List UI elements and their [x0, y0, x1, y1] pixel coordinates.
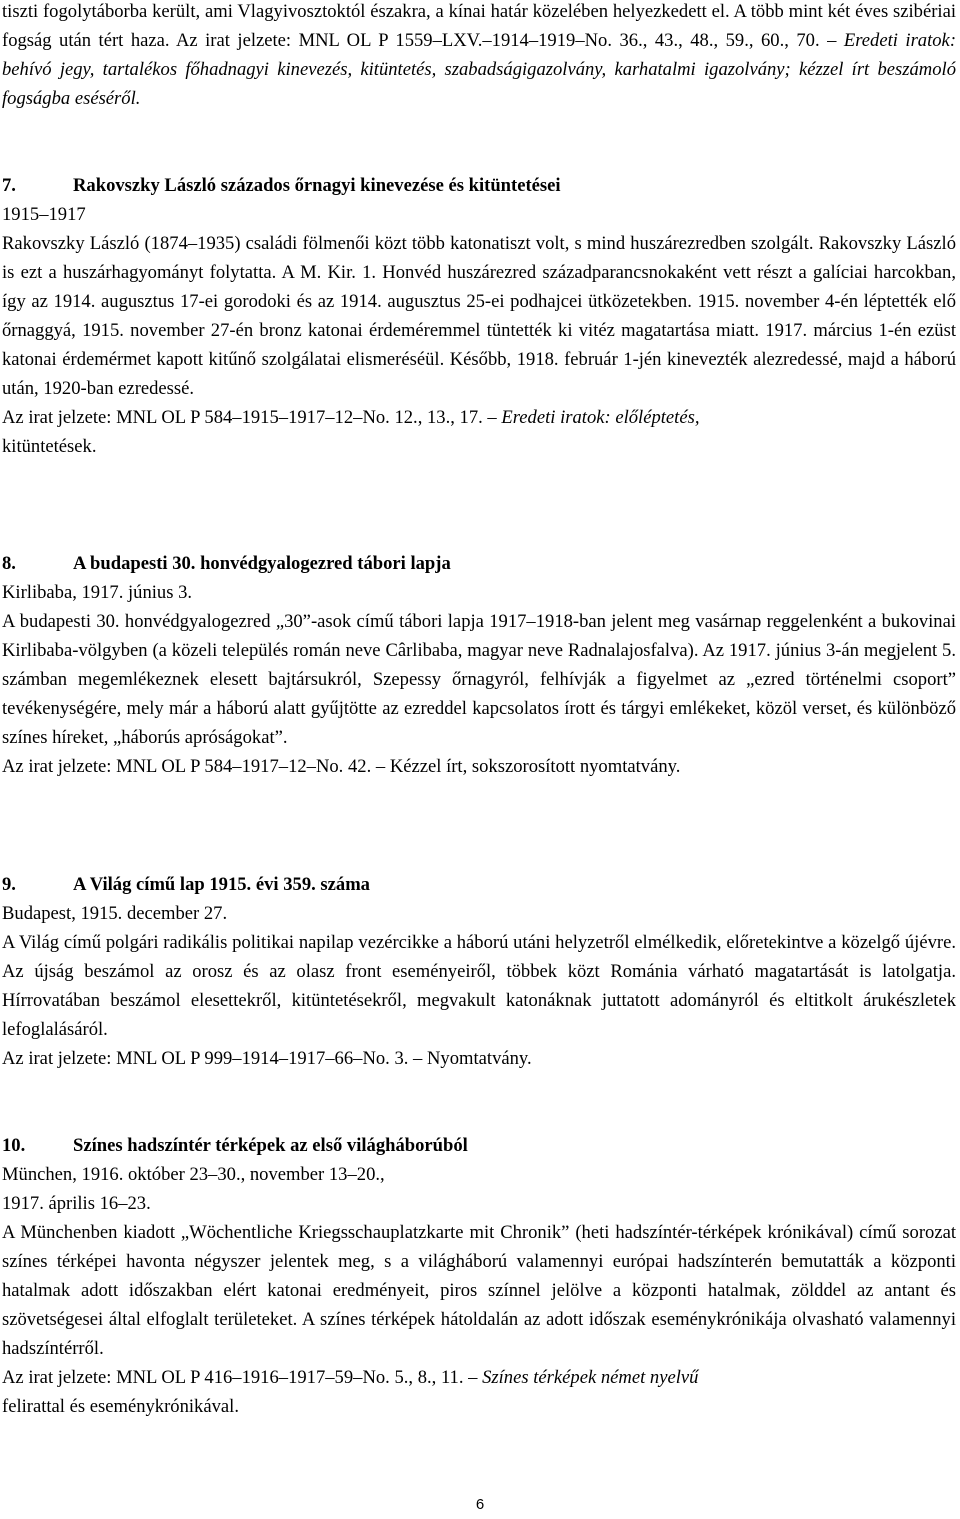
- section-reference: Az irat jelzete: MNL OL P 999–1914–1917–66–No. 3. – Nyomtatvány.: [2, 1048, 532, 1069]
- section-heading: [2, 549, 956, 578]
- section-title: A budapesti 30. honvédgyalogezred tábori lapja: [73, 553, 451, 574]
- reference-tail: felirattal és eseménykrónikával.: [2, 1396, 239, 1417]
- section-reference: [2, 403, 956, 432]
- section-title: A Világ című lap 1915. évi 359. száma: [73, 874, 370, 895]
- section-10: [2, 1131, 956, 1421]
- reference-original-documents: Eredeti iratok: előléptetés,: [501, 407, 700, 428]
- reference-tail: kitüntetések.: [2, 436, 97, 457]
- section-body: A budapesti 30. honvédgyalogezred „30”-asok című tábori lapja 1917–1918-ban jelent meg vasárnap reggelenként a bukovinai Kirlibaba-völgyben (a közeli település román neve Cârlibaba, magyar neve Radnalajosfalva). Az 1917. június 3-án megjelent 5. számban megemlékeznek elesett bajtársukról, Szepessy őrnagyról, felhívják a figyelmet az „ezred történelmi csoport” tevékenységére, mely már a háború alatt gyűjtötte az ezreddel kapcsolatos írott és tárgyi emlékeket, közöl verset, és különböző színes híreket, „háborús apróságokat”.: [2, 611, 956, 748]
- section-date-line-2: 1917. április 16–23.: [2, 1193, 151, 1214]
- section-heading: [2, 1131, 956, 1160]
- section-number: 7.: [2, 175, 16, 196]
- section-number: 10.: [2, 1135, 26, 1156]
- section-body: A Münchenben kiadott „Wöchentliche Kriegsschauplatzkarte mit Chronik” (heti hadszíntér-térképek krónikával) című sorozat színes térképei havonta négyszer jelentek meg, s a világháború valamennyi európai hadszínterén bemutatták a központi hatalmak adott időszakban elért katonai eredményeit, piros színnel jelölve a központi hatalmak, zölddel az antant és szövetségesei által elfoglalt területeket. A színes térképek hátoldalán az adott időszak eseménykrónikája olvasható valamennyi hadszíntérről.: [2, 1222, 956, 1359]
- section-8: [2, 549, 956, 781]
- section-heading: [2, 870, 956, 899]
- section-date: 1915–1917: [2, 204, 86, 225]
- section-number: 9.: [2, 874, 16, 895]
- reference-text: Az irat jelzete: MNL OL P 416–1916–1917–59–No. 5., 8., 11. –: [2, 1367, 483, 1388]
- section-7: [2, 171, 956, 461]
- section-body: A Világ című polgári radikális politikai napilap vezércikke a háború utáni helyzetről elmélkedik, előretekintve a közelgő újévre. Az újság beszámol az orosz és az olasz front eseményeiről, többek közt Románia várható magatartását is latolgatja. Hírrovatában beszámol elesettekről, kitüntetésekről, megvakult katonáknak juttatott adományról és eltitkolt árukészletek lefoglalásáról.: [2, 932, 956, 1040]
- section-date: Budapest, 1915. december 27.: [2, 903, 228, 924]
- intro-paragraph: [2, 0, 956, 113]
- section-date-line-1: München, 1916. október 23–30., november 13–20.,: [2, 1164, 385, 1185]
- section-title: Színes hadszíntér térképek az első világháborúból: [73, 1135, 468, 1156]
- reference-text: Az irat jelzete: MNL OL P 584–1915–1917–12–No. 12., 13., 17. –: [2, 407, 502, 428]
- intro-original-documents: Eredeti iratok: behívó jegy, tartalékos főhadnagyi kinevezés, kitüntetés, szabadságigazolvány, karhatalmi igazolvány; kézzel írt beszámoló fogságba eséséről.: [2, 30, 957, 109]
- intro-text: tiszti fogolytáborba került, ami Vlagyivosztoktól északra, a kínai határ közelében helyezkedett el. A több mint két éves szibériai fogság után tért haza. Az irat jelzete: MNL OL P 1559–LXV.–1914–1919–No. 36., 43., 48., 59., 60., 70. –: [2, 1, 956, 51]
- section-reference: Az irat jelzete: MNL OL P 584–1917–12–No. 42. – Kézzel írt, sokszorosított nyomtatvány.: [2, 756, 681, 777]
- section-date: Kirlibaba, 1917. június 3.: [2, 582, 193, 603]
- page-number: 6: [475, 1496, 485, 1513]
- section-title: Rakovszky László százados őrnagyi kinevezése és kitüntetései: [73, 175, 561, 196]
- reference-original-documents: Színes térképek német nyelvű: [482, 1367, 699, 1388]
- section-body: Rakovszky László (1874–1935) családi fölmenői közt több katonatiszt volt, s mind huszárezredben szolgált. Rakovszky László is ezt a huszárhagyományt folytatta. A M. Kir. 1. Honvéd huszárezred századparancsnokaként vett részt a galíciai harcokban, így az 1914. augusztus 17-ei gorodoki és az 1914. augusztus 25-ei podhajcei ütközetekben. 1915. november 4-én léptették elő őrnaggyá, 1915. november 27-én bronz katonai érdeméremmel tüntették ki vitéz magatartása miatt. 1917. március 1-én ezüst katonai érdemérmet kapott kitűnő szolgálatai elismeréséül. Később, 1918. február 1-jén kinevezték alezredessé, majd a háború után, 1920-ban ezredessé.: [2, 233, 956, 399]
- section-number: 8.: [2, 553, 16, 574]
- section-reference: [2, 1363, 956, 1392]
- section-heading: [2, 171, 956, 200]
- section-9: [2, 870, 956, 1073]
